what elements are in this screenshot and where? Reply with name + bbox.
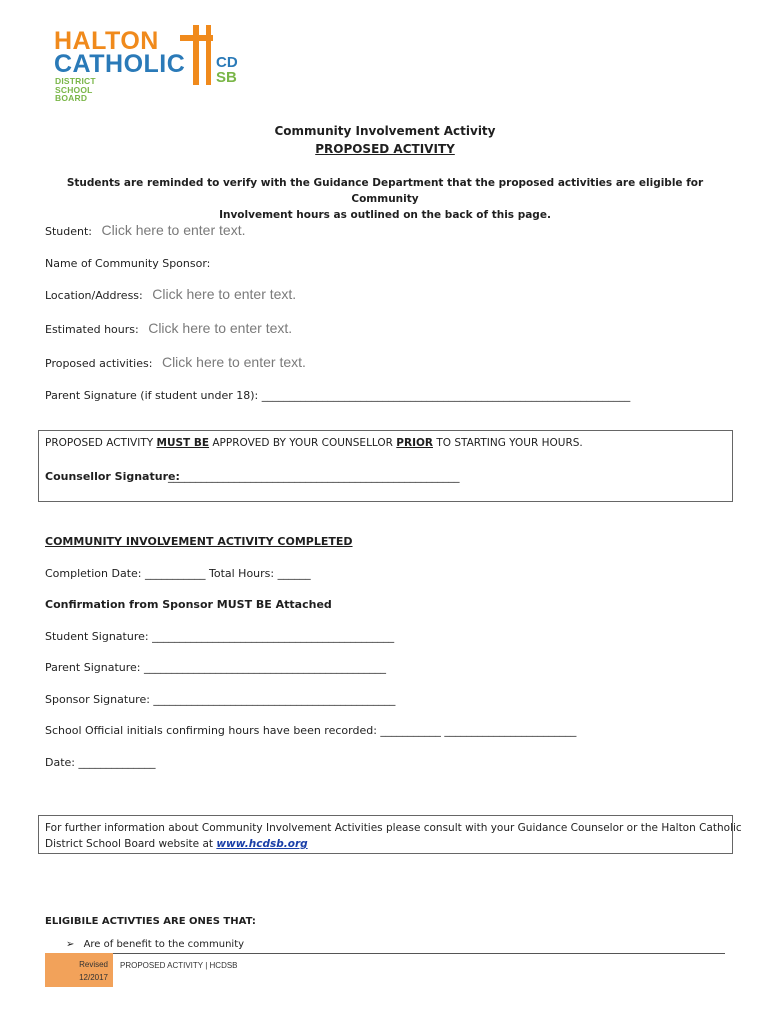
location-row [45,286,296,302]
confirmation-text: Confirmation from Sponsor MUST BE Attached [45,598,332,611]
completed-heading: COMMUNITY INVOLVEMENT ACTIVITY COMPLETED [45,535,353,548]
website-link[interactable]: www.hcdsb.org [216,838,308,850]
school-official-line: School Official initials confirming hours have been recorded: ___________ ________________________ [45,724,577,737]
page-subtitle: PROPOSED ACTIVITY [315,142,455,156]
approval-text-c: APPROVED BY YOUR COUNSELLOR [209,437,397,449]
reminder-line-1: Students are reminded to verify with the Guidance Department that the proposed activities are eligible for Community [66,177,704,205]
student-signature-line: Student Signature: ____________________________________________ [45,630,395,643]
info-text [45,820,742,852]
activities-label: Proposed activities: [45,357,153,370]
approval-text-e: TO STARTING YOUR HOURS. [433,437,583,449]
footer-divider [113,953,725,954]
activities-field[interactable]: Click here to enter text. [161,354,306,370]
approval-must-be: MUST BE [156,437,210,449]
footer-revised-box [45,953,113,987]
footer-date: 12/2017 [79,973,108,982]
eligible-item [66,939,244,950]
footer-label: PROPOSED ACTIVITY | HCDSB [120,961,238,970]
hours-row [45,320,292,336]
parent-signature-line: Parent Signature (if student under 18): ___________________________________________________________________ [45,389,631,402]
logo-catholic: CATHOLIC [54,50,186,78]
activities-row [45,354,306,370]
cross-icon [193,25,199,85]
info-line-1: For further information about Community Involvement Activities please consult with your Guidance Counselor or the Halton Catholic [45,822,742,834]
hours-field[interactable]: Click here to enter text. [148,320,293,336]
sponsor-signature-line: Sponsor Signature: ____________________________________________ [45,693,396,706]
student-field[interactable]: Click here to enter text. [101,222,246,238]
counsellor-signature-line[interactable]: _____________________________________________________ [168,470,460,483]
reminder-line-2: Involvement hours as outlined on the back of this page. [219,209,551,221]
approval-prior: PRIOR [396,437,433,449]
logo-sb: SB [216,69,237,86]
date-line: Date: ______________ [45,756,156,769]
eligible-item-text: Are of benefit to the community [83,939,245,950]
completion-line: Completion Date: ___________ Total Hours: ______ [45,567,311,580]
approval-text [45,437,583,449]
footer-revised: Revised [79,960,108,969]
info-line-2: District School Board website at [45,838,217,850]
location-label: Location/Address: [45,289,143,302]
logo-board: DISTRICT SCHOOL BOARD [55,76,96,103]
location-field[interactable]: Click here to enter text. [152,286,297,302]
student-row [45,222,245,238]
sponsor-label: Name of Community Sponsor: [45,257,211,270]
student-label: Student: [45,225,93,238]
counsellor-signature-label: Counsellor Signature: [45,470,180,483]
logo-halton: HALTON [54,27,159,55]
page-title: Community Involvement Activity [274,124,496,138]
hours-label: Estimated hours: [45,323,139,336]
reminder-text [60,175,710,223]
approval-text-a: PROPOSED ACTIVITY [45,437,157,449]
cross-icon-right [206,25,211,85]
logo-cd: CD [216,54,238,71]
parent-signature-completed-line: Parent Signature: ____________________________________________ [45,661,386,674]
arrow-bullet-icon: ➢ [66,939,75,950]
eligible-heading: ELIGIBILE ACTIVTIES ARE ONES THAT: [45,916,256,927]
